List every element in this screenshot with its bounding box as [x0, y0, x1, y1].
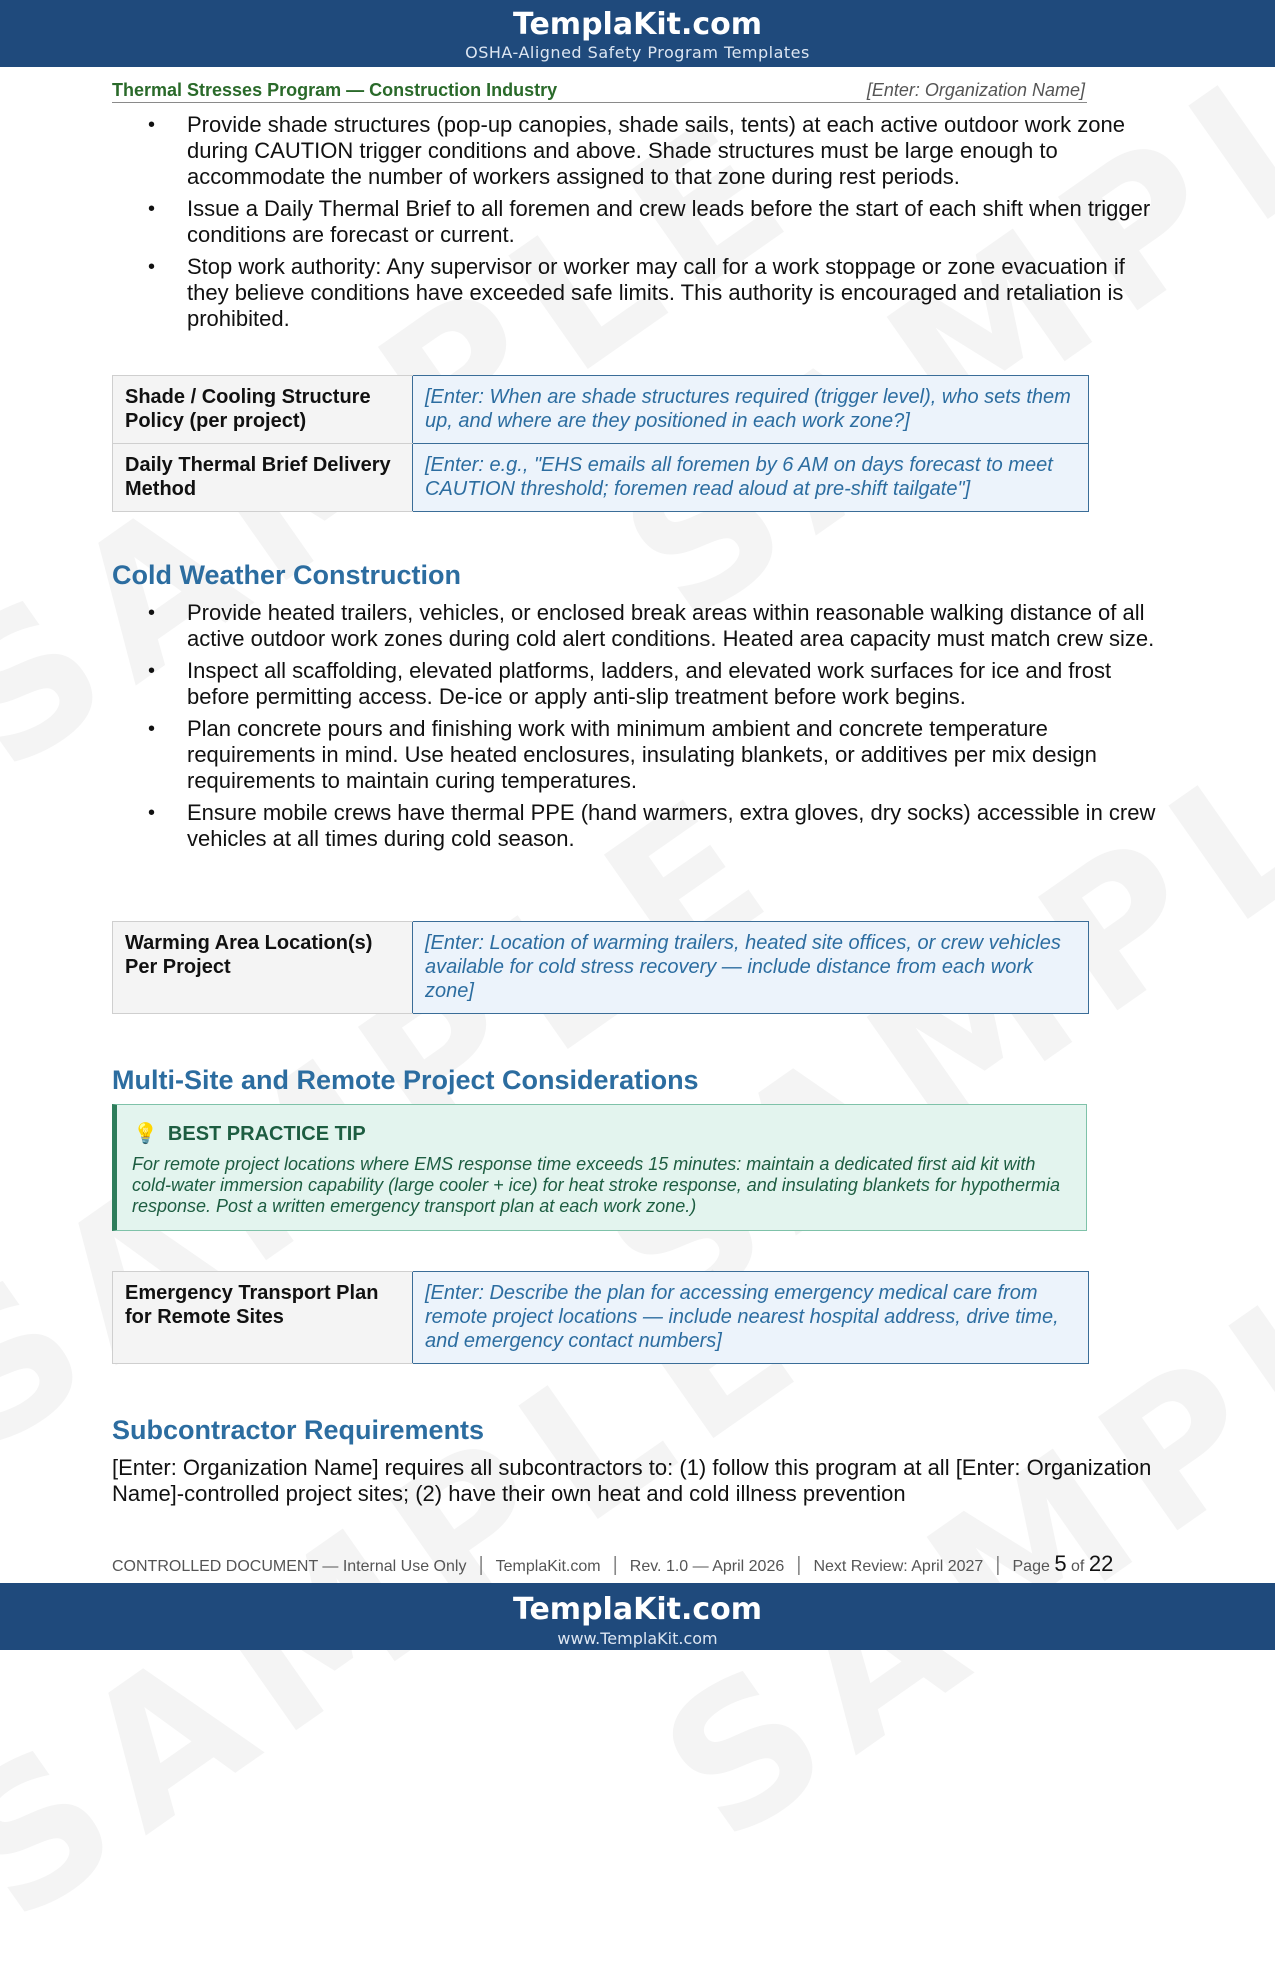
page-label: Page [1012, 1558, 1050, 1575]
cold-fields-table [112, 921, 1089, 1014]
footer-separator: | [796, 1554, 802, 1576]
revision-info: Rev. 1.0 — April 2026 [629, 1558, 785, 1575]
heat-bullet-list [112, 112, 1162, 338]
page-footer [112, 1551, 1162, 1577]
table-row [113, 376, 1089, 444]
section-heading-remote: Multi-Site and Remote Project Considerations [112, 1065, 699, 1095]
section-heading-subcontractor: Subcontractor Requirements [112, 1415, 485, 1445]
subcontractor-paragraph: [Enter: Organization Name] requires all subcontractors to: (1) follow this program at all [Enter: Organization Name]-controlled project sites; (2) have their own heat and cold illness prevention [112, 1455, 1152, 1506]
footer-brand: TemplaKit.com [512, 1592, 762, 1627]
page-current: 5 [1054, 1551, 1067, 1576]
tip-title: BEST PRACTICE TIP [167, 1123, 366, 1145]
footer-separator: | [995, 1554, 1001, 1576]
list-item: • Ensure mobile crews have thermal PPE (hand warmers, extra gloves, dry socks) accessible in crew vehicles at all times during cold season. [148, 800, 1156, 851]
footer-url[interactable]: www.TemplaKit.com [557, 1629, 718, 1648]
field-label: Emergency Transport Plan for Remote Sites [113, 1272, 413, 1364]
cold-bullet-list [112, 600, 1162, 858]
section-heading-cold: Cold Weather Construction [112, 560, 462, 590]
footer-separator: | [612, 1554, 618, 1576]
table-row [113, 1272, 1089, 1364]
list-item: • Plan concrete pours and finishing work with minimum ambient and concrete temperature requirements in mind. Use heated enclosures, insulating blankets, or additives per mix design requirements to maintain curing temperatures. [148, 716, 1097, 793]
best-practice-tip [112, 1104, 1087, 1231]
brand-tagline: OSHA-Aligned Safety Program Templates [465, 43, 810, 62]
table-row [113, 444, 1089, 512]
list-item: • Provide shade structures (pop-up canopies, shade sails, tents) at each active outdoor work zone during CAUTION trigger conditions and above. Shade structures must be large enough to accommodate the number of workers assigned to that zone during rest periods. [148, 112, 1125, 189]
page-total: 22 [1088, 1551, 1114, 1576]
list-item: • Inspect all scaffolding, elevated platforms, ladders, and elevated work surfaces for ice and frost before permitting access. De-ice or apply anti-slip treatment before work begins. [148, 658, 1112, 709]
lightbulb-icon: 💡 [133, 1123, 158, 1145]
heat-fields-table [112, 375, 1089, 512]
brand-title: TemplaKit.com [512, 7, 762, 42]
next-review: Next Review: April 2027 [813, 1558, 984, 1575]
list-item: • Issue a Daily Thermal Brief to all foremen and crew leads before the start of each shift when trigger conditions are forecast or current. [148, 196, 1151, 247]
list-item: • Stop work authority: Any supervisor or worker may call for a work stoppage or zone evacuation if they believe conditions have exceeded safe limits. This authority is encouraged and retaliation is prohibited. [148, 254, 1125, 331]
tip-heading [133, 1121, 366, 1146]
list-item: • Provide heated trailers, vehicles, or enclosed break areas within reasonable walking distance of all active outdoor work zones during cold alert conditions. Heated area capacity must match crew size. [148, 600, 1155, 651]
field-entry[interactable]: [Enter: When are shade structures required (trigger level), who sets them up, and where are they positioned in each work zone?] [413, 376, 1089, 444]
organization-placeholder: [Enter: Organization Name] [866, 80, 1085, 100]
table-row [113, 922, 1089, 1014]
remote-fields-table [112, 1271, 1089, 1364]
footer-site: TemplaKit.com [495, 1558, 601, 1575]
tip-body: For remote project locations where EMS response time exceeds 15 minutes: maintain a dedicated first aid kit with cold-water immersion capability (large cooler + ice) for heat stroke response, and insulating blankets for hypothermia response. Post a written emergency transport plan at each work zone.) [132, 1154, 1060, 1216]
page-of: of [1071, 1558, 1085, 1575]
field-entry[interactable]: [Enter: e.g., "EHS emails all foremen by 6 AM on days forecast to meet CAUTION threshold; foremen read aloud at pre-shift tailgate"] [413, 444, 1089, 512]
field-entry[interactable]: [Enter: Location of warming trailers, heated site offices, or crew vehicles available for cold stress recovery — include distance from each work zone] [413, 922, 1089, 1014]
field-label: Warming Area Location(s) Per Project [113, 922, 413, 1014]
field-label: Shade / Cooling Structure Policy (per project) [113, 376, 413, 444]
document-title: Thermal Stresses Program — Construction Industry [112, 80, 558, 100]
field-entry[interactable]: [Enter: Describe the plan for accessing emergency medical care from remote project locations — include nearest hospital address, drive time, and emergency contact numbers] [413, 1272, 1089, 1364]
field-label: Daily Thermal Brief Delivery Method [113, 444, 413, 512]
footer-separator: | [478, 1554, 484, 1576]
controlled-notice: CONTROLLED DOCUMENT — Internal Use Only [112, 1558, 467, 1575]
